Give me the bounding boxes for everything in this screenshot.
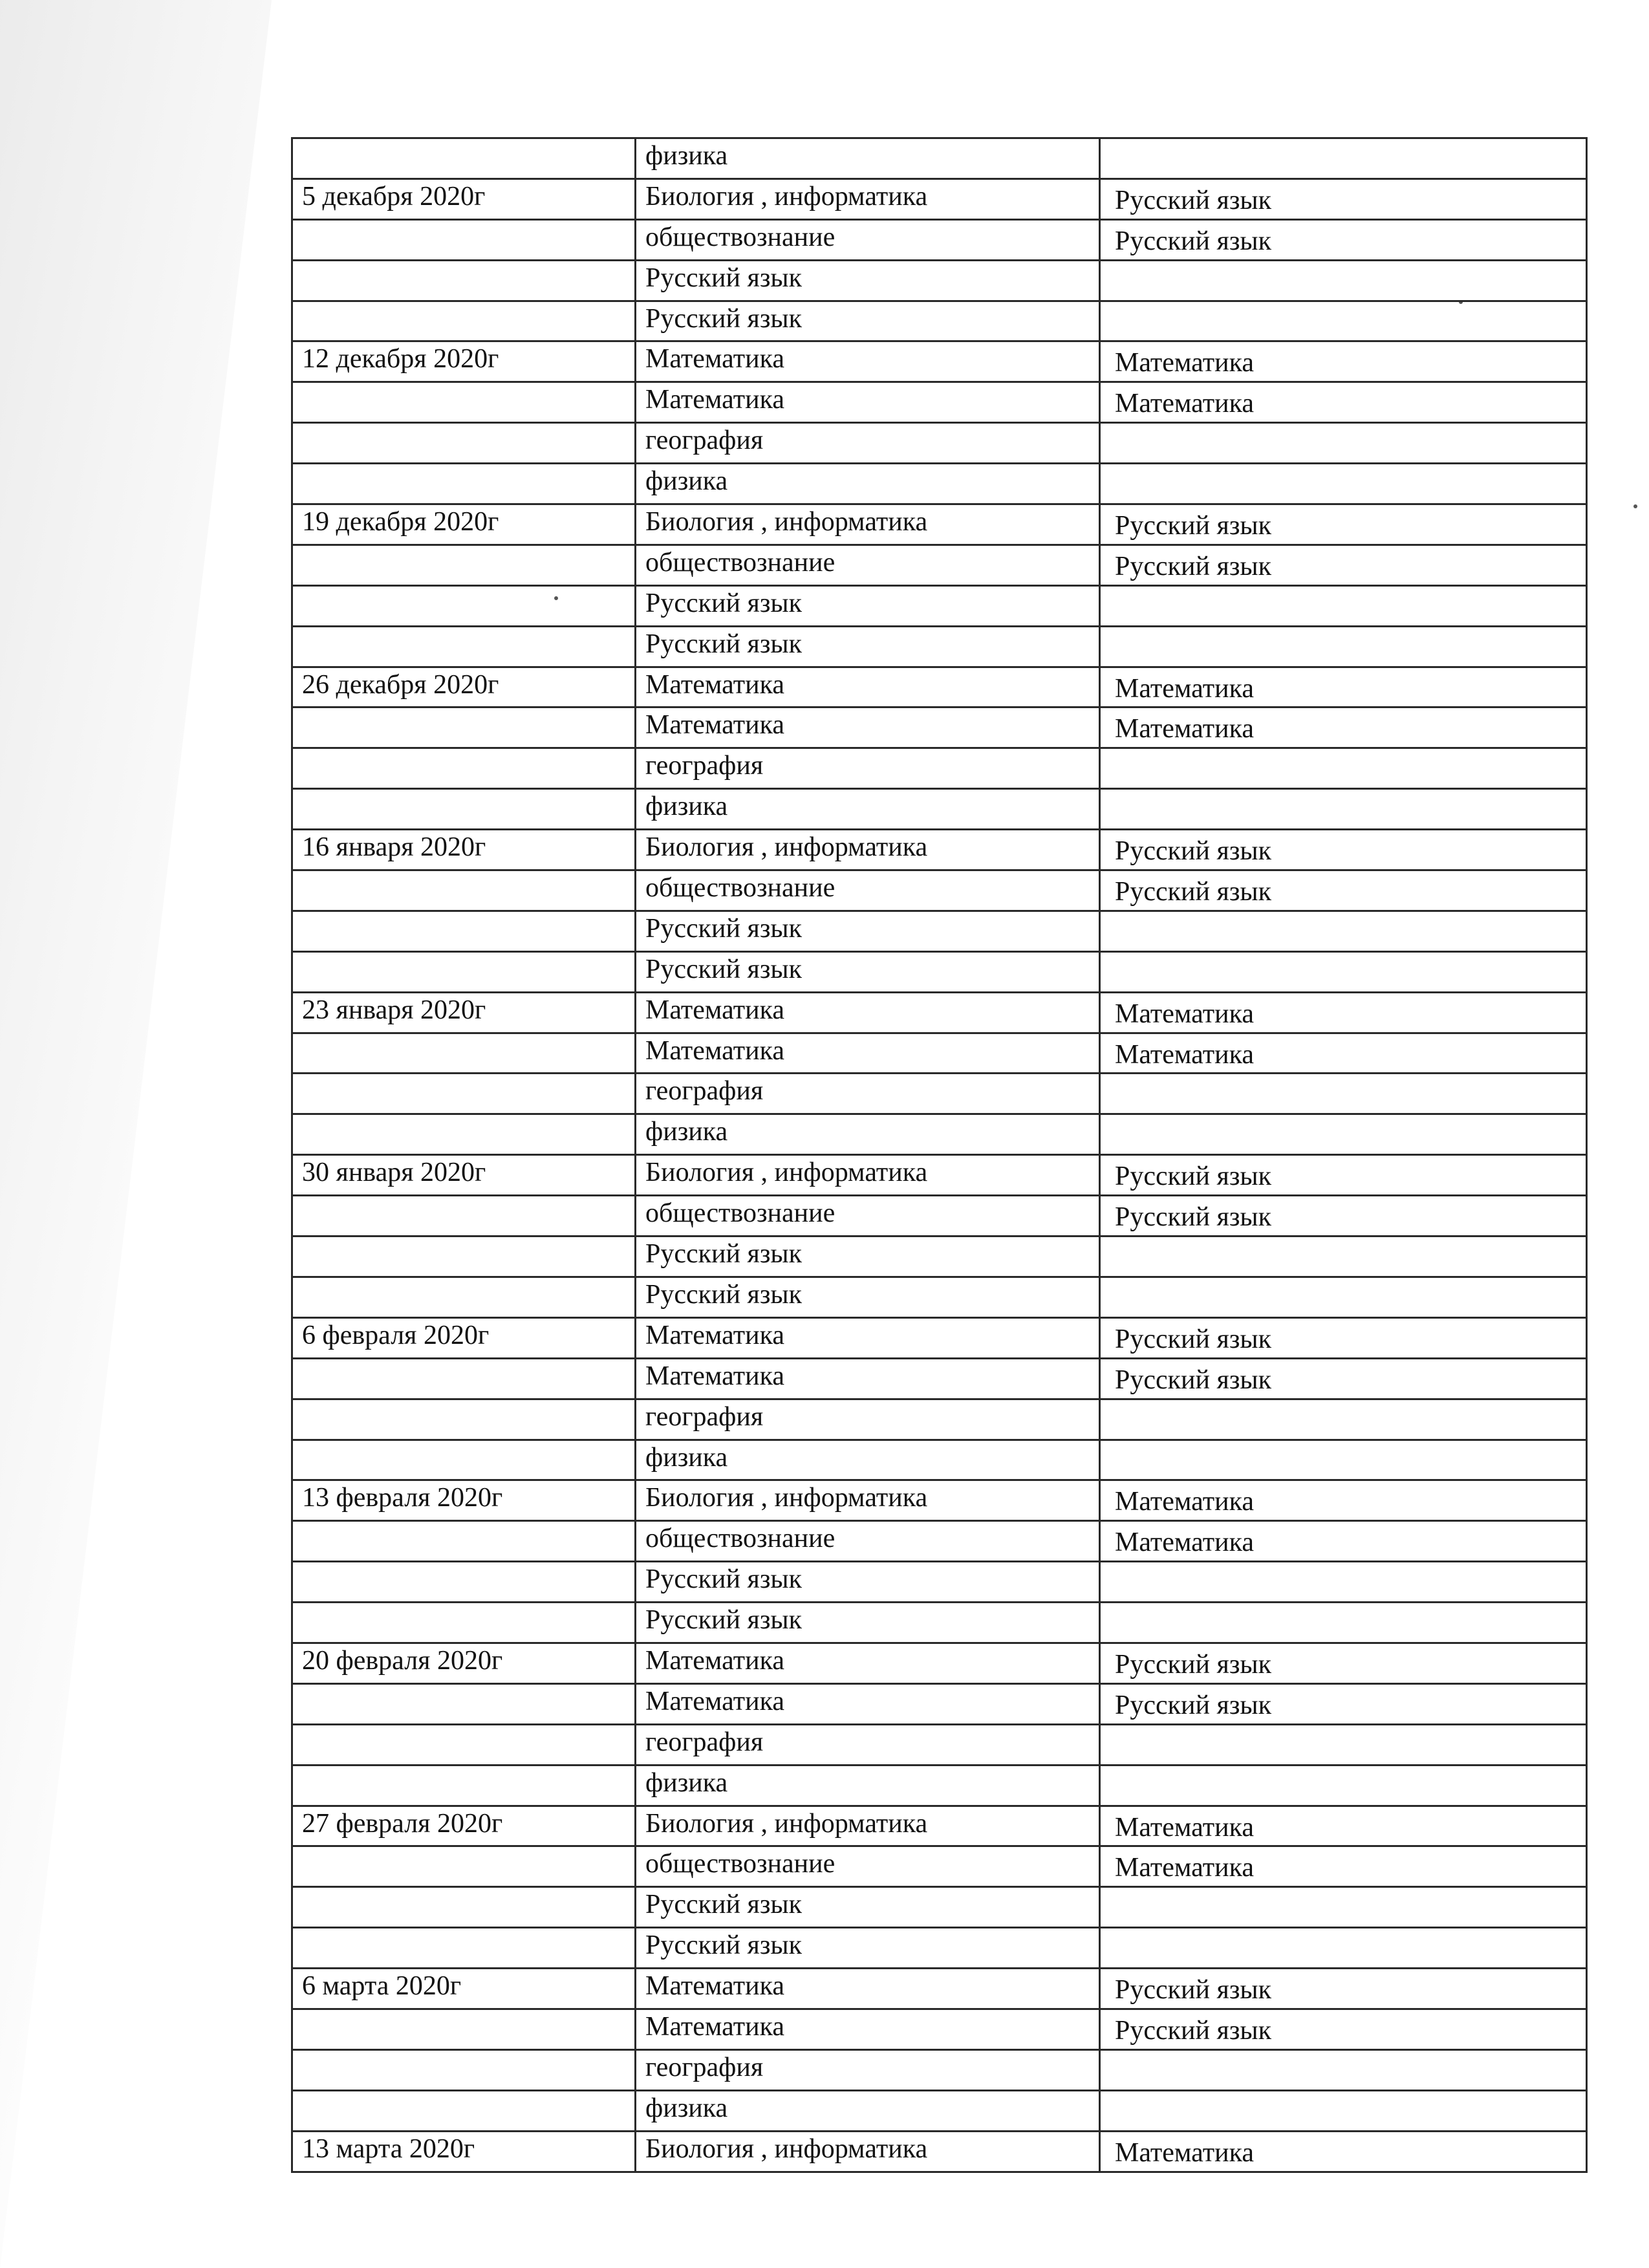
date-cell [292,1033,636,1074]
second-subject-cell: Математика [1100,667,1587,707]
table-row [292,1521,1587,1562]
table-row [292,911,1587,951]
table-row [292,667,1587,707]
subject-cell: география [636,1074,1100,1114]
date-cell [292,1562,636,1603]
second-subject-cell: Математика [1100,382,1587,423]
date-cell: 13 февраля 2020г [292,1480,636,1521]
second-subject-cell [1100,2049,1587,2090]
table-row [292,1277,1587,1317]
subject-cell: Русский язык [636,585,1100,626]
table-row [292,1683,1587,1724]
table-row [292,789,1587,830]
subject-cell: география [636,2049,1100,2090]
second-subject-cell [1100,911,1587,951]
date-cell [292,2009,636,2049]
second-subject-cell [1100,1399,1587,1440]
table-row [292,707,1587,748]
subject-cell: география [636,1399,1100,1440]
date-cell [292,2090,636,2131]
table-row [292,1603,1587,1643]
second-subject-cell: Математика [1100,1033,1587,1074]
table-row [292,951,1587,992]
date-cell [292,301,636,341]
subject-cell: Русский язык [636,626,1100,667]
date-cell [292,870,636,911]
subject-cell: Математика [636,2009,1100,2049]
date-cell [292,1399,636,1440]
date-cell [292,585,636,626]
subject-cell: обществознание [636,219,1100,260]
table-row [292,626,1587,667]
second-subject-cell: Русский язык [1100,1155,1587,1196]
subject-cell: Биология , информатика [636,830,1100,870]
table-row [292,1196,1587,1237]
second-subject-cell [1100,1765,1587,1806]
second-subject-cell [1100,301,1587,341]
second-subject-cell: Русский язык [1100,1358,1587,1399]
date-cell [292,2049,636,2090]
second-subject-cell: Математика [1100,1521,1587,1562]
second-subject-cell [1100,1724,1587,1765]
table-row [292,1765,1587,1806]
date-cell: 16 января 2020г [292,830,636,870]
date-cell: 6 февраля 2020г [292,1317,636,1358]
second-subject-cell: Русский язык [1100,1969,1587,2009]
table-row [292,1928,1587,1969]
second-subject-cell [1100,1277,1587,1317]
document-page [291,137,1586,2173]
second-subject-cell [1100,951,1587,992]
second-subject-cell [1100,423,1587,464]
second-subject-cell: Математика [1100,992,1587,1033]
date-cell [292,1887,636,1928]
table-row [292,341,1587,382]
subject-cell: Математика [636,1969,1100,2009]
subject-cell: география [636,748,1100,789]
date-cell: 13 марта 2020г [292,2131,636,2172]
table-row [292,545,1587,585]
second-subject-cell: Математика [1100,1806,1587,1846]
table-row [292,1155,1587,1196]
second-subject-cell: Математика [1100,1480,1587,1521]
date-cell [292,1237,636,1277]
second-subject-cell: Русский язык [1100,1643,1587,1683]
table-row [292,585,1587,626]
table-row [292,1806,1587,1846]
table-row [292,1399,1587,1440]
date-cell: 19 декабря 2020г [292,504,636,545]
second-subject-cell: Русский язык [1100,1683,1587,1724]
table-row [292,2049,1587,2090]
date-cell [292,789,636,830]
subject-cell: обществознание [636,870,1100,911]
subject-cell: Математика [636,707,1100,748]
second-subject-cell: Русский язык [1100,178,1587,219]
second-subject-cell: Математика [1100,2131,1587,2172]
subject-cell: Русский язык [636,1887,1100,1928]
table-row [292,2131,1587,2172]
subject-cell: обществознание [636,1196,1100,1237]
subject-cell: Математика [636,382,1100,423]
date-cell [292,1765,636,1806]
subject-cell: география [636,423,1100,464]
second-subject-cell [1100,260,1587,301]
subject-cell: обществознание [636,1846,1100,1887]
subject-cell: Биология , информатика [636,1806,1100,1846]
date-cell [292,138,636,179]
date-cell [292,1683,636,1724]
table-row [292,1114,1587,1155]
subject-cell: Биология , информатика [636,178,1100,219]
second-subject-cell [1100,1603,1587,1643]
date-cell [292,1114,636,1155]
date-cell [292,1724,636,1765]
scan-shadow [0,0,272,2268]
subject-cell: физика [636,1440,1100,1480]
second-subject-cell: Математика [1100,1846,1587,1887]
date-cell [292,707,636,748]
subject-cell: Русский язык [636,301,1100,341]
second-subject-cell: Русский язык [1100,545,1587,585]
subject-cell: Математика [636,667,1100,707]
second-subject-cell [1100,2090,1587,2131]
subject-cell: Русский язык [636,1603,1100,1643]
subject-cell: физика [636,1114,1100,1155]
schedule-table [291,137,1588,2173]
subject-cell: Русский язык [636,1928,1100,1969]
date-cell [292,1277,636,1317]
second-subject-cell [1100,748,1587,789]
subject-cell: Русский язык [636,1562,1100,1603]
table-row [292,260,1587,301]
second-subject-cell: Русский язык [1100,219,1587,260]
date-cell [292,951,636,992]
subject-cell: Математика [636,1643,1100,1683]
date-cell [292,545,636,585]
date-cell [292,1846,636,1887]
second-subject-cell [1100,1440,1587,1480]
table-row [292,1237,1587,1277]
scan-speck [1633,504,1637,508]
table-row [292,1969,1587,2009]
table-row [292,219,1587,260]
table-row [292,1724,1587,1765]
date-cell [292,626,636,667]
subject-cell: физика [636,1765,1100,1806]
subject-cell: Математика [636,341,1100,382]
table-row [292,1643,1587,1683]
subject-cell: физика [636,464,1100,504]
subject-cell: Русский язык [636,260,1100,301]
subject-cell: Русский язык [636,1277,1100,1317]
date-cell [292,1196,636,1237]
table-row [292,1033,1587,1074]
subject-cell: Биология , информатика [636,504,1100,545]
second-subject-cell [1100,1074,1587,1114]
date-cell: 23 января 2020г [292,992,636,1033]
table-row [292,464,1587,504]
second-subject-cell: Математика [1100,341,1587,382]
second-subject-cell [1100,1237,1587,1277]
table-row [292,504,1587,545]
table-row [292,178,1587,219]
table-row [292,1074,1587,1114]
date-cell: 26 декабря 2020г [292,667,636,707]
table-row [292,1358,1587,1399]
date-cell [292,1603,636,1643]
subject-cell: физика [636,138,1100,179]
table-row [292,1440,1587,1480]
date-cell: 6 марта 2020г [292,1969,636,2009]
second-subject-cell [1100,1928,1587,1969]
table-row [292,1317,1587,1358]
date-cell: 20 февраля 2020г [292,1643,636,1683]
table-row [292,1562,1587,1603]
date-cell [292,1440,636,1480]
subject-cell: Биология , информатика [636,1480,1100,1521]
second-subject-cell [1100,626,1587,667]
table-row [292,301,1587,341]
subject-cell: Математика [636,1033,1100,1074]
date-cell [292,748,636,789]
schedule-body [292,138,1587,2172]
second-subject-cell: Русский язык [1100,870,1587,911]
table-row [292,992,1587,1033]
second-subject-cell: Русский язык [1100,1317,1587,1358]
table-row [292,830,1587,870]
date-cell: 27 февраля 2020г [292,1806,636,1846]
table-row [292,382,1587,423]
table-row [292,1480,1587,1521]
date-cell [292,423,636,464]
date-cell [292,464,636,504]
second-subject-cell: Русский язык [1100,830,1587,870]
second-subject-cell [1100,789,1587,830]
table-row [292,748,1587,789]
subject-cell: физика [636,2090,1100,2131]
subject-cell: Русский язык [636,951,1100,992]
second-subject-cell [1100,1562,1587,1603]
table-row [292,2009,1587,2049]
subject-cell: Математика [636,1317,1100,1358]
date-cell [292,219,636,260]
date-cell [292,382,636,423]
table-row [292,138,1587,179]
date-cell [292,1928,636,1969]
table-row [292,1846,1587,1887]
second-subject-cell [1100,1114,1587,1155]
date-cell: 30 января 2020г [292,1155,636,1196]
table-row [292,1887,1587,1928]
subject-cell: физика [636,789,1100,830]
second-subject-cell [1100,1887,1587,1928]
date-cell: 12 декабря 2020г [292,341,636,382]
subject-cell: обществознание [636,1521,1100,1562]
subject-cell: география [636,1724,1100,1765]
second-subject-cell: Русский язык [1100,504,1587,545]
subject-cell: обществознание [636,545,1100,585]
subject-cell: Биология , информатика [636,2131,1100,2172]
subject-cell: Математика [636,1683,1100,1724]
date-cell [292,1521,636,1562]
date-cell [292,1358,636,1399]
subject-cell: Математика [636,1358,1100,1399]
table-row [292,423,1587,464]
subject-cell: Русский язык [636,911,1100,951]
subject-cell: Биология , информатика [636,1155,1100,1196]
date-cell: 5 декабря 2020г [292,178,636,219]
second-subject-cell [1100,585,1587,626]
second-subject-cell: Русский язык [1100,1196,1587,1237]
date-cell [292,260,636,301]
table-row [292,2090,1587,2131]
second-subject-cell: Русский язык [1100,2009,1587,2049]
date-cell [292,911,636,951]
table-row [292,870,1587,911]
second-subject-cell [1100,464,1587,504]
subject-cell: Русский язык [636,1237,1100,1277]
second-subject-cell: Математика [1100,707,1587,748]
date-cell [292,1074,636,1114]
subject-cell: Математика [636,992,1100,1033]
second-subject-cell [1100,138,1587,179]
